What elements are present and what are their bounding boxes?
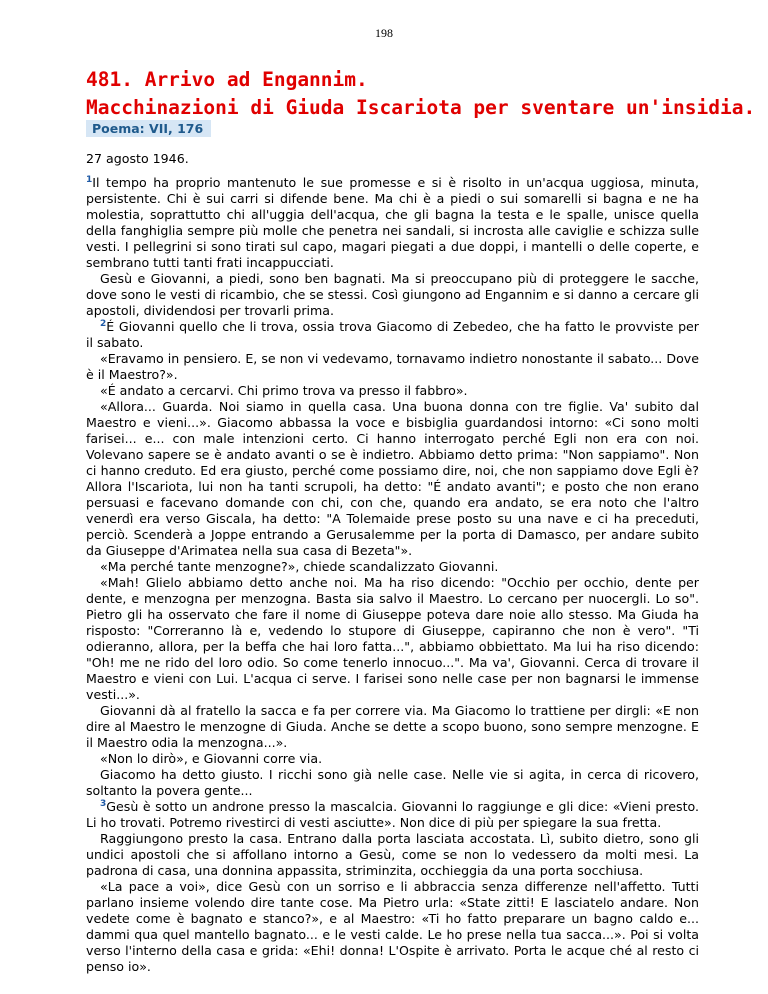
chapter-title-line-1: 481. Arrivo ad Engannim. — [86, 68, 368, 91]
paragraph — [86, 271, 699, 319]
paragraph-text: Gesù e Giovanni, a piedi, sono ben bagnati. Ma si preoccupano più di proteggere le sacche, dove sono le vesti di ricambio, che se stessi. Così giungono ad Engannim e si danno a cercare gli apostoli, dividendosi per trovarli prima. — [86, 271, 699, 318]
paragraph — [86, 831, 699, 879]
paragraph-marker: 2 — [100, 318, 107, 329]
paragraph-text: Giovanni dà al fratello la sacca e fa per correre via. Ma Giacomo lo trattiene per dirgli: «E non dire al Maestro le menzogne di Giuda. Anche se dette a scopo buono, sono sempre menzogne. E il Maestro odia la menzogna...». — [86, 703, 699, 750]
paragraph — [86, 319, 699, 351]
paragraph-text: «Non lo dirò», e Giovanni corre via. — [100, 751, 323, 766]
paragraph-list — [86, 175, 699, 975]
paragraph — [86, 351, 699, 383]
chapter-title — [86, 66, 756, 122]
paragraph-text: «Mah! Glielo abbiamo detto anche noi. Ma ha riso dicendo: "Occhio per occhio, dente per dente, e menzogna per menzogna. Basta sia salvo il Maestro. Lo cercano per nuocergli. Lo so". Pietro gli ha osservato che fare il nome di Giuseppe poteva dare noie allo stesso. Ma Giuda ha risposto: "Correranno là e, vedendo lo stupore di Giuseppe, capiranno che non è vero". "Ti odieranno, allora, per la beffa che hai loro fatta...", abbiamo obbiettato. Ma lui ha riso dicendo: "Oh! me ne rido del loro odio. So come tenerlo innocuo...". Ma va', Giovanni. Cerca di trovare il Maestro e vieni con Lui. L'acqua ci serve. I farisei sono nelle case per non bagnarsi le immense vesti...». — [86, 575, 699, 702]
paragraph — [86, 799, 699, 831]
paragraph-text: Giacomo ha detto giusto. I ricchi sono già nelle case. Nelle vie si agita, in cerca di ricovero, soltanto la povera gente... — [86, 767, 699, 798]
paragraph-text: É Giovanni quello che li trova, ossia trova Giacomo di Zebedeo, che ha fatto le provviste per il sabato. — [86, 319, 699, 350]
paragraph-text: Il tempo ha proprio mantenuto le sue promesse e si è risolto in un'acqua uggiosa, minuta, persistente. Chi è sui carri si difende bene. Ma chi è a piedi o sui somarelli si bagna e ne ha molestia, soprattutto chi all'uggia dell'acqua, che gli bagna la testa e le spalle, unisce quella della fanghiglia sempre più molle che penetra nei sandali, si incrosta alle caviglie e schizza sulle vesti. I pellegrini si sono tirati sul capo, magari piegati a due doppi, i mantelli o delle coperte, e sembrano tutti tanti frati incappucciati. — [86, 175, 699, 270]
reference-badge: Poema: VII, 176 — [86, 120, 211, 137]
paragraph — [86, 399, 699, 559]
chapter-date: 27 agosto 1946. — [86, 151, 189, 166]
paragraph — [86, 703, 699, 751]
chapter-title-line-2: Macchinazioni di Giuda Iscariota per sventare un'insidia. — [86, 96, 756, 119]
paragraph — [86, 559, 699, 575]
paragraph-text: Raggiungono presto la casa. Entrano dalla porta lasciata accostata. Lì, subito dietro, sono gli undici apostoli che si affollano intorno a Gesù, come se non lo vedessero da molti mesi. La padrona di casa, una donnina appassita, striminzita, occhieggia da una porta socchiusa. — [86, 831, 699, 878]
paragraph-text: «É andato a cercarvi. Chi primo trova va presso il fabbro». — [100, 383, 468, 398]
paragraph-marker: 1 — [86, 174, 93, 185]
paragraph-text: «Eravamo in pensiero. E, se non vi vedevamo, tornavamo indietro nonostante il sabato... Dove è il Maestro?». — [86, 351, 699, 382]
paragraph-marker: 3 — [100, 798, 107, 809]
paragraph-text: Gesù è sotto un androne presso la mascalcia. Giovanni lo raggiunge e gli dice: «Vieni presto. Li ho trovati. Potremo rivestirci di vesti asciutte». Non dice di più per spiegare la sua fretta. — [86, 799, 699, 830]
paragraph — [86, 575, 699, 703]
chapter-body — [86, 151, 699, 975]
paragraph — [86, 175, 699, 271]
paragraph-text: «La pace a voi», dice Gesù con un sorriso e li abbraccia senza differenze nell'affetto. Tutti parlano insieme volendo dire tante cose. Ma Pietro urla: «State zitti! E lasciatelo andare. Non vedete come è bagnato e stanco?», e al Maestro: «Ti ho fatto preparare un bagno caldo e... dammi qua quel mantello bagnato... e le vesti calde. Le ho prese nella tua sacca...». Poi si volta verso l'interno della casa e grida: «Ehi! donna! L'Ospite è arrivato. Porta le acque ché al resto ci penso io». — [86, 879, 699, 974]
paragraph — [86, 767, 699, 799]
paragraph-text: «Allora... Guarda. Noi siamo in quella casa. Una buona donna con tre figlie. Va' subito dal Maestro e vieni...». Giacomo abbassa la voce e bisbiglia guardandosi intorno: «Ci sono molti farisei... e... con male intenzioni certo. Ci hanno interrogato perché Egli non era con noi. Volevano sapere se è andato avanti o se è indietro. Abbiamo detto prima: "Non sappiamo". Non ci hanno creduto. Ed era giusto, perché come possiamo dire, noi, che non sappiamo dove Egli è? Allora l'Iscariota, lui non ha tanti scrupoli, ha detto: "É andato avanti"; e posto che non erano persuasi e facevano domande con chi, con che, quando era andato, se era noto che l'altro venerdì era verso Giscala, ha detto: "A Tolemaide prese posto su una nave e ci ha preceduti, perciò. Scenderà a Joppe entrando a Gerusalemme per la porta di Damasco, per andare subito da Giuseppe d'Arimatea nella sua casa di Bezeta"». — [86, 399, 699, 558]
paragraph — [86, 751, 699, 767]
paragraph — [86, 383, 699, 399]
page-number: 198 — [375, 26, 393, 40]
paragraph-text: «Ma perché tante menzogne?», chiede scandalizzato Giovanni. — [100, 559, 499, 574]
paragraph — [86, 879, 699, 975]
